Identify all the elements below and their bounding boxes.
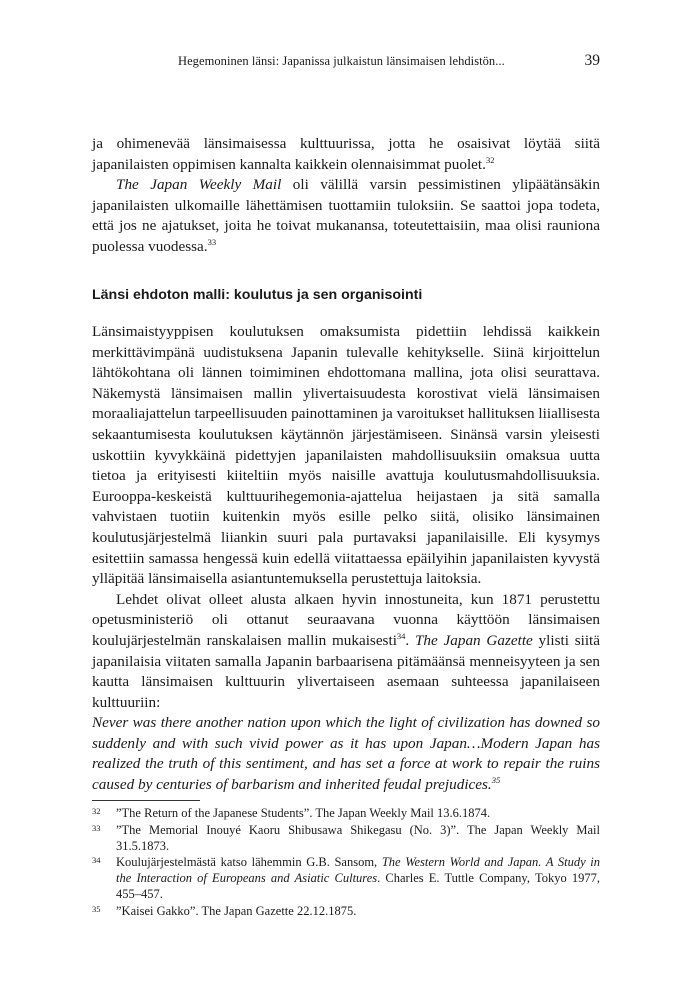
footnote-text: ”The Return of the Japanese Students”. The Japan Weekly Mail 13.6.1874.	[116, 806, 491, 820]
footnote-divider	[92, 800, 200, 801]
running-title: Hegemoninen länsi: Japanissa julkaistun länsimaisen lehdistön...	[178, 54, 505, 68]
separator-text: .	[405, 631, 415, 649]
publication-title: The Japan Gazette	[414, 631, 533, 649]
block-quote	[92, 713, 600, 795]
footnote-number: 32	[92, 806, 101, 816]
paragraph	[92, 590, 600, 714]
section-heading: Länsi ehdoton malli: koulutus ja sen organisointi	[92, 287, 423, 303]
running-header	[92, 52, 600, 72]
paragraph-text: Lehdet olivat olleet alusta alkaen hyvin innostuneita, kun 1871 perustettu opetusministeriö oli ottanut seuraavana vuonna käyttöön länsimaisen koulujärjestelmän ranskalaisen mallin mukaisesti	[92, 590, 600, 649]
paragraph-text: ja ohimenevää länsimaisessa kulttuurissa, jotta he osaisivat löytää siitä japanilaisten oppimisen kannalta kaikkein olennaisimmat puolet.	[92, 135, 600, 173]
footnote-ref: 34	[396, 630, 406, 641]
footnote-number: 34	[92, 855, 101, 866]
footnote	[92, 855, 600, 902]
body-text-top	[92, 134, 600, 258]
paragraph	[92, 322, 600, 590]
footnote-number: 35	[92, 903, 101, 914]
footnote-number: 33	[92, 822, 101, 833]
paragraph-text: ylisti siitä japanilaisia viitaten samalla Japanin barbaarisena pitämäänsä menneisyyteen ja sen kautta länsimaisen kulttuurin ylivertaiseen asemaan suhteessa japanilaiseen kulttuuriin:	[92, 631, 601, 711]
footnotes	[92, 806, 600, 921]
publication-title: The Japan Weekly Mail	[116, 176, 282, 194]
paragraph	[92, 134, 600, 175]
book-title: The Western World and Japan. A Study in the Interaction of Europeans and Asiatic Cultures	[116, 855, 600, 886]
footnote	[92, 806, 600, 822]
footnote	[92, 904, 600, 920]
footnote-text: Koulujärjestelmästä katso lähemmin G.B. Sansom,	[116, 855, 382, 870]
footnote	[92, 823, 600, 855]
footnote-text: . Charles E. Tuttle Company, Tokyo 1977, 455–457.	[116, 871, 601, 901]
page-number: 39	[584, 52, 600, 69]
footnote-ref: 32	[485, 154, 495, 165]
paragraph-text: Länsimaistyyppisen koulutuksen omaksumista pidettiin lehdissä kaikkein merkittävimpänä uudistuksena Japanin tulevalle kehitykselle. Siinä kirjoittelun lähtökohtana oli lännen toimiminen ehdottomana mallina, jota olisi seurattava. Näkemystä länsimaisen mallin ylivertaisuudesta korostivat vielä länsimaisen moraaliajattelun tarpeellisuuden painottaminen ja varoitukset hallituksen liiallisesta sekaantumisesta koulutuksen käytännön järjestämiseen. Sinänsä varsin yleisesti uskottiin kyvykkäinä pidettyjen japanilaisten mahdollisuuksiin omaksua uutta tietoa ja erityisesti kiiteltiin myös naisille avattuja koulutusmahdollisuuksia. Eurooppa-keskeistä kulttuurihegemonia-ajattelua heijastaen ja sitä samalla vahvistaen tuotiin kuitenkin myös esille pelko siitä, olisiko länsimainen koulutusjärjestelmä liiankin suuri pala purtavaksi japanilaisille. Eli kysymys esitettiin samassa hengessä kuin edellä viitattaessa epäilyihin japanilaisten kyvystä ylläpitää länsimaisella asiantuntemuksella perustettuja laitoksia.	[92, 323, 600, 588]
footnote-text: ”Kaisei Gakko”. The Japan Gazette 22.12.1875.	[116, 903, 357, 918]
footnote-ref: 33	[207, 236, 217, 247]
footnote-ref: 35	[491, 775, 501, 786]
body-text-main	[92, 322, 600, 796]
paragraph-text: oli välillä varsin pessimistinen ylipäätänsäkin japanilaisten ulkomaille lähettämisen tuottamiin tuloksiin. Se saattoi jopa todeta, että jos ne ajatukset, joita he toivat mukanansa, toteutettaisiin, maa olisi rauniona puolessa vuodessa.	[92, 176, 600, 255]
quote-text: Never was there another nation upon which the light of civilization has downed so suddenly and with such vivid power as it has upon Japan…Modern Japan has realized the truth of this sentiment, and has set a force at work to repair the ruins caused by centuries of barbarism and inherited feudal prejudices.	[92, 714, 600, 794]
footnote-text: ”The Memorial Inouyé Kaoru Shibusawa Shikegasu (No. 3)”. The Japan Weekly Mail 31.5.1873.	[116, 822, 600, 853]
paragraph	[92, 175, 600, 257]
